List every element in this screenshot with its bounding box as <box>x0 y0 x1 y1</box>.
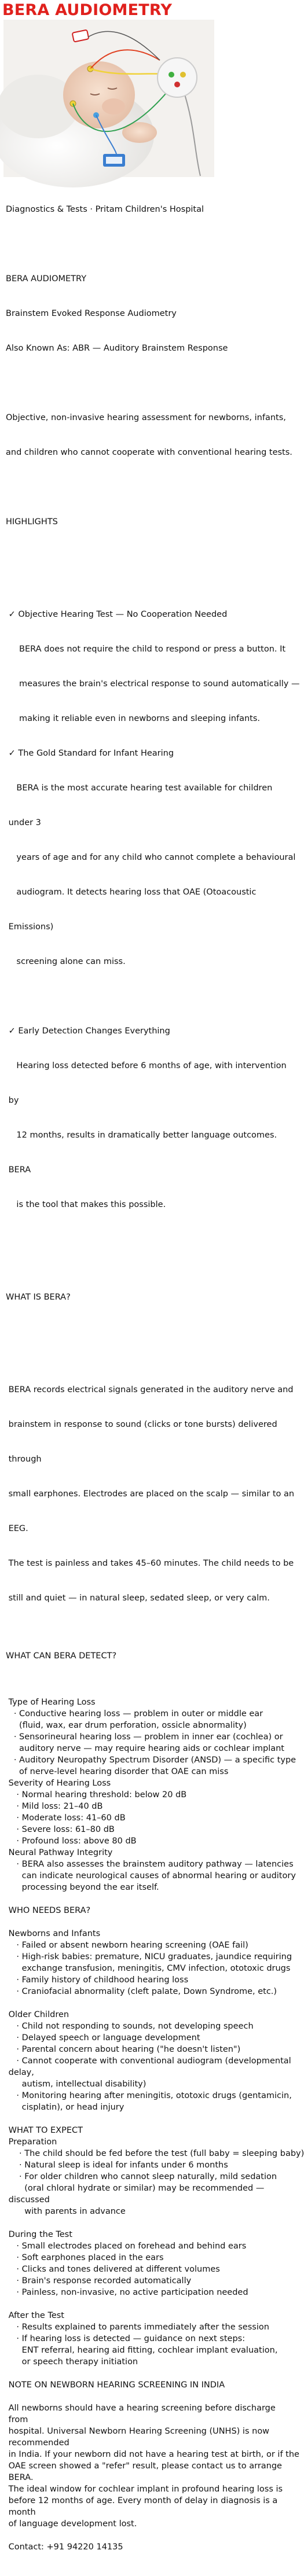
body-line: autism, intellectual disability) <box>6 2080 146 2089</box>
body-line: exchange transfusion, meningitis, CMV infection, ototoxic drugs <box>6 1964 291 1973</box>
spacer <box>6 481 301 493</box>
body-line: · Craniofacial abnormality (cleft palate, Down Syndrome, etc.) <box>6 1987 277 1996</box>
body-line: Older Children <box>6 2010 69 2019</box>
body-line: WHO NEEDS BERA? <box>6 1906 91 1915</box>
body-line: · If hearing loss is detected — guidance on next steps: <box>6 2334 246 2343</box>
body-line: cisplatin), or head injury <box>6 2103 124 2112</box>
body-line: Preparation <box>6 2137 57 2147</box>
spacer <box>6 2113 301 2125</box>
highlight-line: ✓ The Gold Standard for Infant Hearing <box>6 749 174 758</box>
highlight-line: Hearing loss detected before 6 months of age, with intervention <box>6 1061 287 1070</box>
body-line: WHAT TO EXPECT <box>6 2126 83 2135</box>
body-line: · Small electrodes placed on forehead and behind ears <box>6 2242 247 2251</box>
spacer <box>6 1997 301 2009</box>
body-line: BERA. <box>6 2473 34 2482</box>
highlight-line: years of age and for any child who cannot complete a behavioural <box>6 853 296 862</box>
highlight-line: under 3 <box>6 818 41 827</box>
highlight-line: by <box>6 1096 19 1105</box>
spacer <box>6 2217 301 2229</box>
body-line: · Conductive hearing loss — problem in outer or middle ear <box>6 1709 263 1718</box>
spacer <box>6 1916 301 1928</box>
body-line: can indicate neurological causes of abnormal hearing or auditory <box>6 1871 296 1881</box>
body-line: · Mild loss: 21–40 dB <box>6 1802 103 1811</box>
body-line: hospital. Universal Newborn Hearing Screening (UNHS) is now <box>6 2427 270 2436</box>
detect-section <box>6 1685 304 2553</box>
body-line: All newborns should have a hearing screening before discharge <box>6 2404 276 2413</box>
spacer <box>6 377 301 389</box>
highlight-line: screening alone can miss. <box>6 957 126 966</box>
highlight-line: is the tool that makes this possible. <box>6 1200 166 1209</box>
spacer <box>6 2298 301 2310</box>
what-is-heading: WHAT IS BERA? <box>6 1293 71 1302</box>
baby-bera-illustration <box>3 20 214 177</box>
body-line: · Delayed speech or language development <box>6 2033 200 2043</box>
body-line: Newborns and Infants <box>6 1929 101 1938</box>
spacer <box>6 551 301 562</box>
body-line: · Normal hearing threshold: below 20 dB <box>6 1790 187 1799</box>
body-line: Neural Pathway Integrity <box>6 1848 113 1857</box>
body-line: · For older children who cannot sleep naturally, mild sedation <box>6 2172 277 2181</box>
body-line: (oral chloral hydrate or similar) may be recommended — <box>6 2184 265 2193</box>
body-line: Severity of Hearing Loss <box>6 1779 111 1788</box>
body-line: Type of Hearing Loss <box>6 1698 96 1707</box>
body-line: · BERA also assesses the brainstem auditory pathway — latencies <box>6 1860 294 1869</box>
highlights-list <box>6 586 301 1234</box>
body-line: · Sensorineural hearing loss — problem in inner ear (cochlea) or <box>6 1732 283 1742</box>
spacer <box>6 1257 301 1268</box>
body-line: · Monitoring hearing after meningitis, ototoxic drugs (gentamicin, <box>6 2091 292 2100</box>
body-line: (fluid, wax, ear drum perforation, ossicle abnormality) <box>6 1721 247 1730</box>
highlight-line <box>6 991 301 1002</box>
what-is-line: The test is painless and takes 45–60 minutes. The child needs to be <box>6 1559 294 1568</box>
body-line: The ideal window for cochlear implant in profound hearing loss is <box>6 2485 283 2494</box>
body-line: with parents in advance <box>6 2207 126 2216</box>
spacer <box>6 1326 301 1338</box>
detect-heading: WHAT CAN BERA DETECT? <box>6 1651 117 1661</box>
highlight-line: ✓ Objective Hearing Test — No Cooperation Needed <box>6 610 228 619</box>
spacer <box>6 2530 301 2541</box>
what-is-line: still and quiet — in natural sleep, sedated sleep, or very calm. <box>6 1594 270 1603</box>
hero-image <box>3 20 214 177</box>
body-line: · Moderate loss: 41–60 dB <box>6 1813 126 1823</box>
body-line: · Failed or absent newborn hearing screening (OAE fail) <box>6 1941 248 1950</box>
body-line: recommended <box>6 2438 69 2448</box>
body-line: discussed <box>6 2195 50 2205</box>
body-line: before 12 months of age. Every month of delay in diagnosis is a <box>6 2496 278 2505</box>
what-is-line: EEG. <box>6 1524 28 1533</box>
spacer <box>6 2368 301 2379</box>
body-line: delay, <box>6 2068 34 2077</box>
body-line: · Brain's response recorded automatically <box>6 2276 192 2286</box>
body-line: · Clicks and tones delivered at different volumes <box>6 2265 220 2274</box>
meta-line: Diagnostics & Tests · Pritam Children's Hospital <box>6 205 204 214</box>
what-is-section <box>6 1361 301 1627</box>
body-line: auditory nerve — may require hearing aids or cochlear implant <box>6 1744 284 1753</box>
spacer <box>6 1893 301 1905</box>
spacer <box>6 238 301 250</box>
highlight-line: measures the brain's electrical response to sound automatically — <box>6 679 300 689</box>
page-title: BERA AUDIOMETRY <box>2 1 173 19</box>
body-line: After the Test <box>6 2311 64 2320</box>
highlight-line: making it reliable even in newborns and sleeping infants. <box>6 714 261 723</box>
body-line: · Natural sleep is ideal for infants under 6 months <box>6 2161 228 2170</box>
overview-name: BERA AUDIOMETRY <box>6 274 87 284</box>
body-line: · High-risk babies: premature, NICU graduates, jaundice requiring <box>6 1952 292 1962</box>
highlight-line: BERA does not require the child to respond or press a button. It <box>6 645 286 654</box>
body-line: · Soft earphones placed in the ears <box>6 2253 164 2262</box>
body-line: ENT referral, hearing aid fitting, cochlear implant evaluation, <box>6 2346 278 2355</box>
body-line: · The child should be fed before the test (full baby = sleeping baby) <box>6 2149 304 2158</box>
intro-line: and children who cannot cooperate with conventional hearing tests. <box>6 448 292 457</box>
body-line: month <box>6 2508 36 2517</box>
body-line: Contact: +91 94220 14135 <box>6 2542 123 2552</box>
overview-aka: Also Known As: ABR — Auditory Brainstem Response <box>6 344 228 353</box>
body-line: of nerve-level hearing disorder that OAE can miss <box>6 1767 229 1776</box>
highlight-line: BERA is the most accurate hearing test available for children <box>6 783 273 793</box>
highlights-heading: HIGHLIGHTS <box>6 517 58 527</box>
spacer <box>6 1685 301 1697</box>
body-line: in India. If your newborn did not have a hearing test at birth, or if the <box>6 2450 299 2459</box>
body-line: · Auditory Neuropathy Spectrum Disorder (ANSD) — a specific type <box>6 1756 296 1765</box>
body-line: · Painless, non-invasive, no active participation needed <box>6 2288 248 2297</box>
highlight-line: 12 months, results in dramatically better language outcomes. <box>6 1131 277 1140</box>
body-line: of language development lost. <box>6 2519 137 2529</box>
body-line: · Child not responding to sounds, not developing speech <box>6 2022 254 2031</box>
body-line: · Cannot cooperate with conventional audiogram (developmental <box>6 2056 291 2066</box>
body-line: · Profound loss: above 80 dB <box>6 1837 137 1846</box>
body-line: NOTE ON NEWBORN HEARING SCREENING IN INDIA <box>6 2380 225 2390</box>
body-line: processing beyond the ear itself. <box>6 1883 159 1892</box>
intro-line: Objective, non-invasive hearing assessment for newborns, infants, <box>6 413 286 422</box>
page-body <box>6 181 304 2576</box>
highlight-line: audiogram. It detects hearing loss that OAE (Otoacoustic <box>6 888 257 897</box>
body-line: During the Test <box>6 2230 72 2239</box>
what-is-line: small earphones. Electrodes are placed on the scalp — similar to an <box>6 1489 295 1499</box>
what-is-line: brainstem in response to sound (clicks or tone bursts) delivered <box>6 1420 277 1429</box>
spacer <box>6 2391 301 2402</box>
body-line: · Results explained to parents immediately after the session <box>6 2323 269 2332</box>
body-line: OAE screen showed a "refer" result, please contact us to arrange <box>6 2461 282 2471</box>
what-is-line: through <box>6 1455 42 1464</box>
body-line: or speech therapy initiation <box>6 2357 138 2367</box>
highlight-line: BERA <box>6 1165 31 1175</box>
overview-full-name: Brainstem Evoked Response Audiometry <box>6 309 177 318</box>
body-line: · Family history of childhood hearing loss <box>6 1975 189 1985</box>
highlight-line: Emissions) <box>6 922 54 932</box>
body-line: · Severe loss: 61–80 dB <box>6 1825 115 1834</box>
body-line: · Parental concern about hearing ("he doesn't listen") <box>6 2045 241 2054</box>
highlight-line: ✓ Early Detection Changes Everything <box>6 1026 170 1036</box>
body-line: from <box>6 2415 28 2424</box>
what-is-line: BERA records electrical signals generated in the auditory nerve and <box>6 1385 294 1394</box>
